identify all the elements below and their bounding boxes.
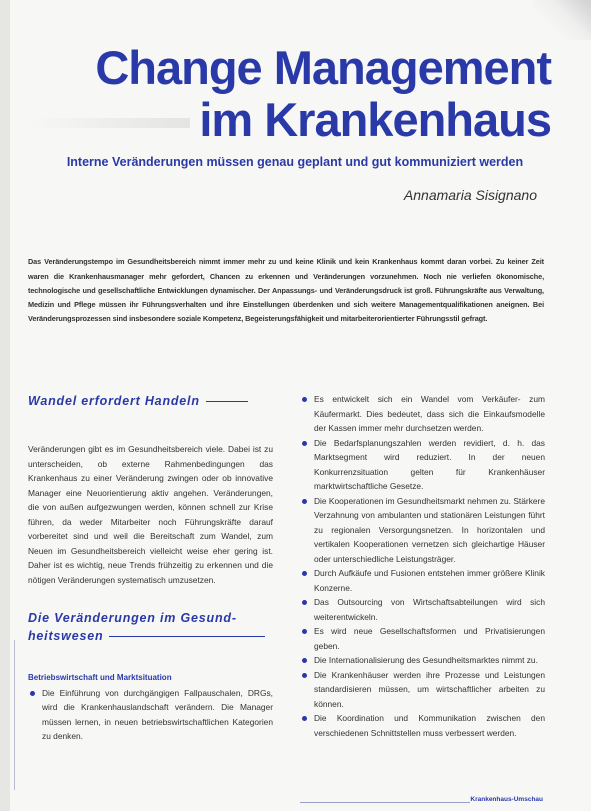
heading-rule xyxy=(109,636,265,637)
author-name: Annamaria Sisignano xyxy=(403,187,537,203)
left-bullet-list xyxy=(28,686,273,744)
list-item: Die Krankenhäuser werden ihre Prozesse und Leistungen standardisieren müssen, um wirtschaftlicher arbeiten zu können. xyxy=(300,668,545,712)
left-column xyxy=(28,392,273,744)
section-heading-wandel-text: Wandel erfordert Handeln xyxy=(28,394,200,408)
list-item: Durch Aufkäufe und Fusionen entstehen immer größere Klinik Konzerne. xyxy=(300,566,545,595)
right-bullet-list xyxy=(300,392,545,740)
article-title-line-2: im Krankenhaus xyxy=(199,93,551,146)
article-subtitle: Interne Veränderungen müssen genau geplant und gut kommuniziert werden xyxy=(66,155,524,169)
article-title-line-1: Change Management xyxy=(95,41,551,94)
section-heading-veraenderungen-line-1: Die Veränderungen im Gesund- xyxy=(28,611,237,625)
article-abstract: Das Veränderungstempo im Gesundheitsbereich nimmt immer mehr zu und keine Klinik und kein Krankenhaus kommt daran vorbei. Zu keiner Zeit waren die Krankenhausmanager mehr gefordert, Chancen zu erkennen und Veränderungen vorzunehmen. Noch nie verliefen ökonomische, technologische und gesellschaftliche Entwicklungen dynamischer. Der Anpassungs- und Veränderungsdruck ist groß. Führungskräfte aus Verwaltung, Medizin und Pflege müssen ihr Führungsverhalten und ihre Einstellungen überdenken und sich weitere Managementqualifikationen aneignen. Bei Veränderungsprozessen sind insbesondere soziale Kompetenz, Begeisterungsfähigkeit und mitarbeiterorientierter Führungsstil gefragt. xyxy=(28,257,544,324)
section-heading-veraenderungen-line-2: heitswesen xyxy=(28,629,104,643)
list-item: Die Koordination und Kommunikation zwischen den verschiedenen Schnittstellen muss verbessert werden. xyxy=(300,711,545,740)
list-item: Die Einführung von durchgängigen Fallpauschalen, DRGs, wird die Krankenhauslandschaft verändern. Die Manager müssen lernen, in neuen betriebswirtschaftlichen Kategorien zu denken. xyxy=(28,686,273,744)
heading-rule xyxy=(206,401,248,402)
section-heading-veraenderungen xyxy=(28,609,273,645)
footer-journal-name: Krankenhaus-Umschau xyxy=(470,796,543,803)
list-item: Die Bedarfsplanungszahlen werden revidiert, d. h. das Marktsegment wird reduziert. In der neuen Konkurrenzsituation gelten für Krankenhäuser marktwirtschaftliche Gesetze. xyxy=(300,436,545,494)
list-item: Es entwickelt sich ein Wandel vom Verkäufer- zum Käufermarkt. Dies bedeutet, dass sich die Einkaufsmodelle der Kassen immer mehr durchsetzen werden. xyxy=(300,392,545,436)
list-item: Die Internationalisierung des Gesundheitsmarktes nimmt zu. xyxy=(300,653,545,668)
list-item: Die Kooperationen im Gesundheitsmarkt nehmen zu. Stärkere Verzahnung von ambulanten und stationären Leistungen führt zu regionalen Versorgungsnetzen. In horizontalen und vertikalen Kooperationen vernetzen sich gleichartige Häuser oder unterschiedliche Leistungsträger. xyxy=(300,494,545,567)
margin-rule xyxy=(14,640,15,790)
subheading-betriebswirtschaft: Betriebswirtschaft und Marktsituation xyxy=(28,673,172,682)
footer-rule xyxy=(300,802,470,803)
right-column xyxy=(300,392,545,740)
section-heading-wandel xyxy=(28,392,273,410)
page-corner-shade xyxy=(533,0,591,40)
list-item: Es wird neue Gesellschaftsformen und Privatisierungen geben. xyxy=(300,624,545,653)
list-item: Das Outsourcing von Wirtschaftsabteilungen wird sich weiterentwickeln. xyxy=(300,595,545,624)
title-decoration-bar xyxy=(30,118,190,128)
paragraph-wandel: Veränderungen gibt es im Gesundheitsbereich viele. Dabei ist zu unterscheiden, ob externe Rahmenbedingungen das Krankenhaus zu einer Veränderung zwingen oder ob innovative Manager eine Neuorientierung aktiv angehen. Veränderungen, die von außen aufgezwungen werden, können schnell zur Krise führen, da weder Mitarbeiter noch Führungskräfte darauf vorbereitet sind und weil die Bereitschaft zum Wandel, zum Neuen im Gesundheitsbereich vielleicht weise eher gering ist. Daher ist es wichtig, neue Trends frühzeitig zu erkennen und die nötigen Veränderungen systematisch umzusetzen. xyxy=(28,444,273,585)
page-binding-edge xyxy=(0,0,10,811)
